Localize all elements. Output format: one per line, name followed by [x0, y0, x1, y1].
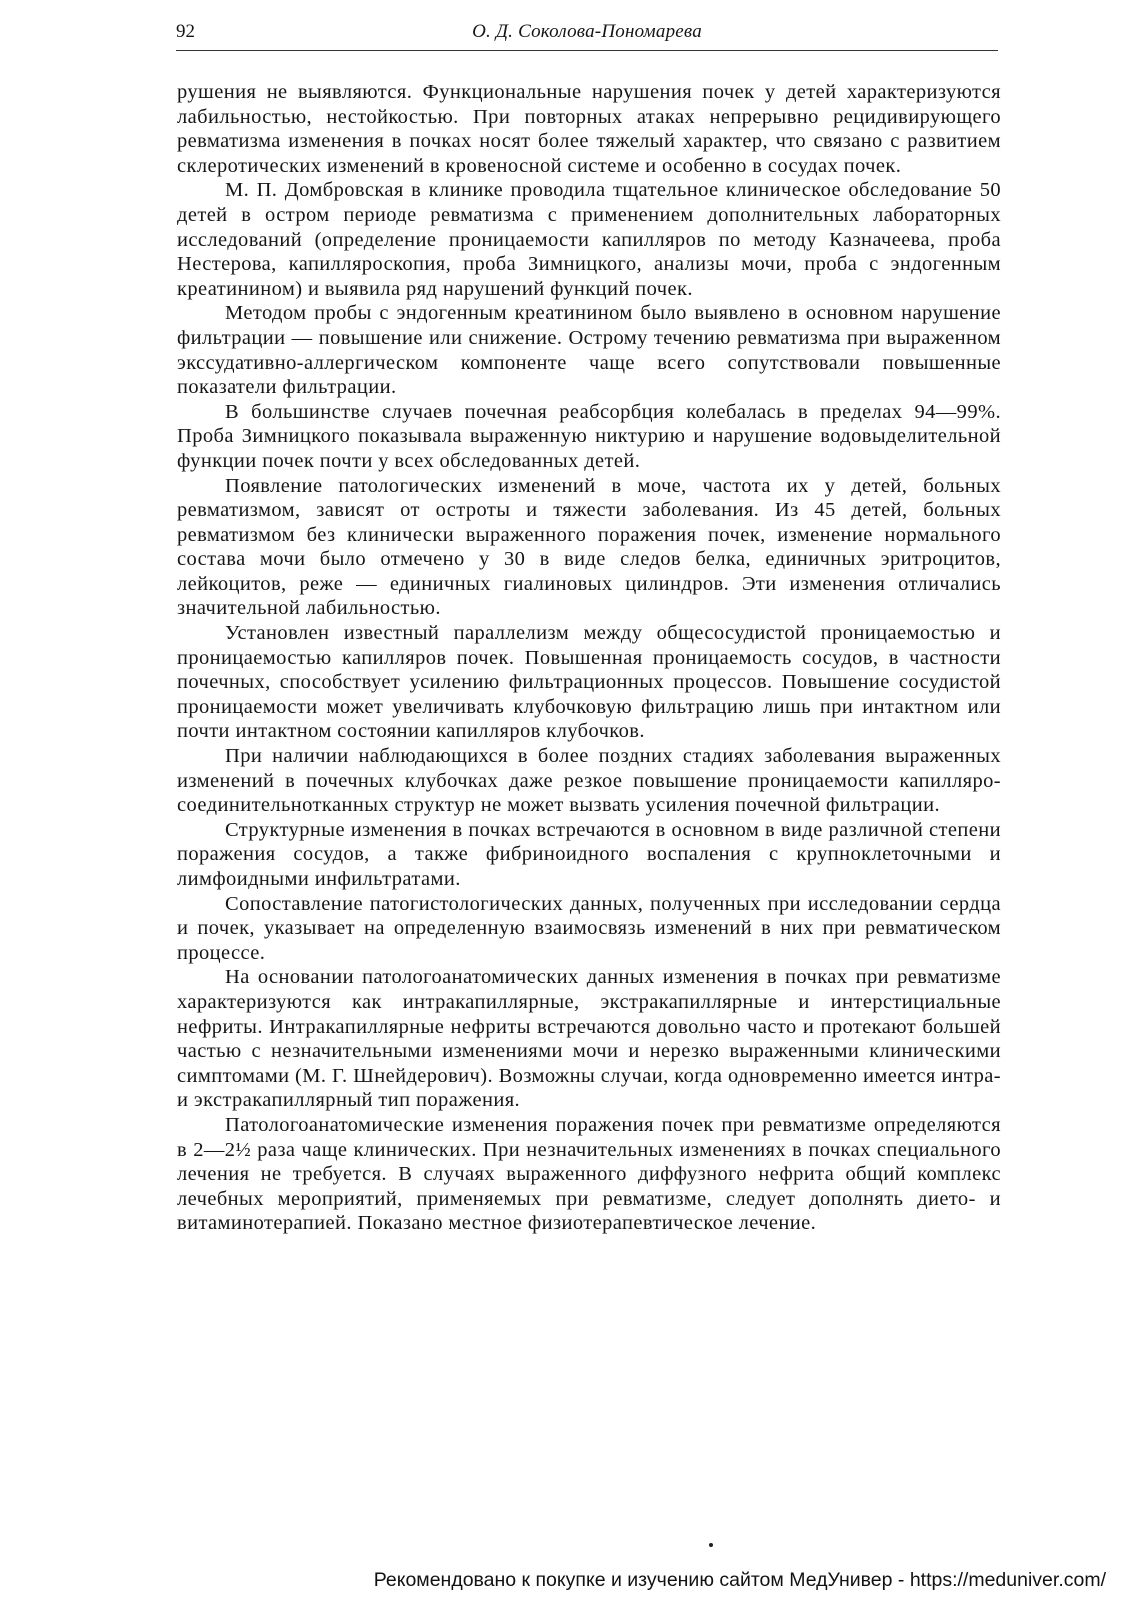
paragraph-7: При наличии наблюдающихся в более поздних стадиях заболевания выраженных изменений в почечных клубочках даже резкое повышение проницаемости капилляро-соединительнотканных структур не может вызвать усиления почечной фильтрации. — [177, 745, 1001, 817]
paragraph-1: рушения не выявляются. Функциональные нарушения почек у детей характеризуются лабильностью, нестойкостью. При повторных атаках непрерывно рецидивирующего ревматизма изменения в почках носят более тяжелый характер, что связано с развитием склеротических изменений в кровеносной системе и особенно в сосудах почек. — [177, 81, 1001, 177]
page-content — [177, 80, 1001, 1236]
paragraph-8: Структурные изменения в почках встречаются в основном в виде различной степени поражения сосудов, а также фибриноидного воспаления с крупноклеточными и лимфоидными инфильтратами. — [177, 818, 1001, 890]
paragraph-5: Появление патологических изменений в моче, частота их у детей, больных ревматизмом, зависят от остроты и тяжести заболевания. Из 45 детей, больных ревматизмом без клинически выраженного поражения почек, изменение нормального состава мочи было отмечено у 30 в виде следов белка, единичных эритроцитов, лейкоцитов, реже — единичных гиалиновых цилиндров. Эти изменения отличались значительной лабильностью. — [177, 474, 1001, 620]
paragraph-3: Методом пробы с эндогенным креатинином было выявлено в основном нарушение фильтрации — повышение или снижение. Острому течению ревматизма при выраженном экссудативно-аллергическом компоненте чаще всего сопутствовали повышенные показатели фильтрации. — [177, 302, 1001, 399]
running-title: О. Д. Соколова-Пономарева — [472, 21, 702, 42]
page-number: 92 — [176, 21, 195, 42]
page-header — [176, 18, 998, 51]
paragraph-9: Сопоставление патогистологических данных, полученных при исследовании сердца и почек, указывает на определенную взаимосвязь изменений в них при ревматическом процессе. — [177, 892, 1001, 964]
page-dot-mark — [709, 1543, 713, 1547]
paragraph-11: Патологоанатомические изменения поражения почек при ревматизме определяются в 2—2½ раза чаще клинических. При незначительных изменениях в почках специального лечения не требуется. В случаях выраженного диффузного нефрита общий комплекс лечебных мероприятий, применяемых при ревматизме, следует дополнять дието- и витаминотерапией. Показано местное физиотерапевтическое лечение. — [177, 1113, 1001, 1235]
paragraph-10: На основании патологоанатомических данных изменения в почках при ревматизме характеризуются как интракапиллярные, экстракапиллярные и интерстициальные нефриты. Интракапиллярные нефриты встречаются довольно часто и протекают большей частью с незначительными изменениями мочи и нерезко выраженными клиническими симптомами (М. Г. Шнейдерович). Возможны случаи, когда одновременно имеется интра- и экстракапиллярный тип поражения. — [177, 966, 1001, 1112]
paragraph-4: В большинстве случаев почечная реабсорбция колебалась в пределах 94—99%. Проба Зимницкого показывала выраженную никтурию и нарушение водовыделительной функции почек почти у всех обследованных детей. — [177, 400, 1001, 472]
paragraph-6: Установлен известный параллелизм между общесосудистой проницаемостью и проницаемостью капилляров почек. Повышенная проницаемость сосудов, в частности почечных, способствует усилению фильтрационных процессов. Повышение сосудистой проницаемости может увеличивать клубочковую фильтрацию лишь при интактном или почти интактном состоянии капилляров клубочков. — [177, 622, 1001, 743]
paragraph-2: М. П. Домбровская в клинике проводила тщательное клиническое обследование 50 детей в остром периоде ревматизма с применением дополнительных лабораторных исследований (определение проницаемости капилляров по методу Казначеева, проба Нестерова, капилляроскопия, проба Зимницкого, анализы мочи, проба с эндогенным креатинином) и выявила ряд нарушений функций почек. — [177, 179, 1001, 300]
footer-watermark-text: Рекомендовано к покупке и изучению сайтом МедУнивер - https://meduniver.com/ — [373, 1569, 1106, 1591]
